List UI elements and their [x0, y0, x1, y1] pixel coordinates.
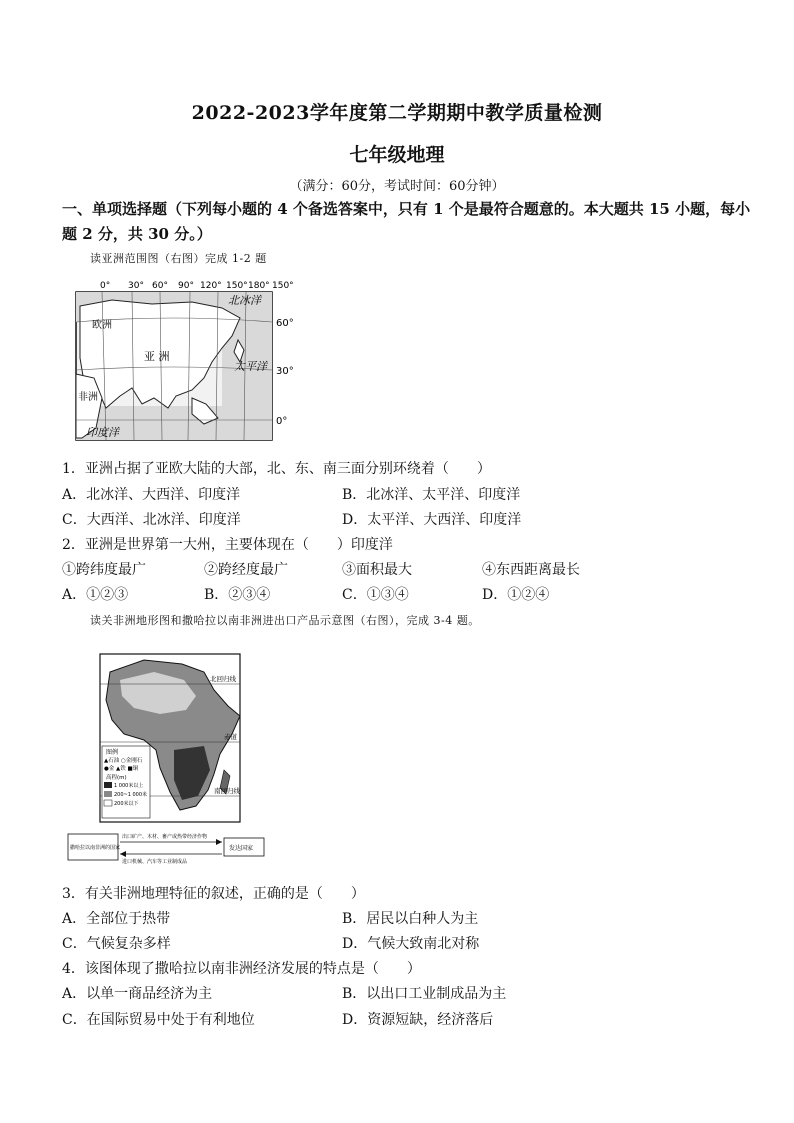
trade-box-developed: 发达国家 — [229, 845, 254, 852]
question-1-stem: 1．亚洲占据了亚欧大陆的大部，北、东、南三面分别环绕着（ ） — [62, 461, 491, 477]
arctic-ocean-label: 北冰洋 — [228, 294, 261, 307]
lon-label: 150° — [226, 281, 248, 291]
trade-box-africa: 撒哈拉以南非洲的国家 — [70, 845, 121, 851]
legend-elevation-title: 高程(m) — [106, 775, 127, 781]
legend-elev-3: 200米以下 — [114, 801, 139, 807]
africa-map — [64, 650, 270, 868]
asia-label: 亚 洲 — [144, 350, 170, 363]
q2-option-a[interactable]: A．①②③ — [62, 587, 129, 603]
lon-label: 0° — [100, 281, 111, 291]
lat-label: 0° — [276, 416, 288, 427]
q1-option-d[interactable]: D．太平洋、大西洋、印度洋 — [342, 512, 522, 528]
trade-export-label: 出口矿产、木材、畜产或热带经济作物 — [122, 834, 208, 840]
q2-item-4: ④东西距离最长 — [482, 562, 580, 578]
lon-label: 60° — [152, 281, 168, 291]
q2-option-d[interactable]: D．①②④ — [482, 587, 550, 603]
legend-minerals-2: ●金 ▲铁 ■铜 — [104, 766, 139, 772]
q3-option-a[interactable]: A．全部位于热带 — [62, 911, 171, 927]
tropic-south-label: 南回归线 — [214, 787, 240, 795]
lon-label: 180° — [248, 281, 270, 291]
lat-label: 30° — [276, 366, 294, 377]
question-2-stem: 2．亚洲是世界第一大州，主要体现在（ ）印度洋 — [62, 537, 393, 553]
equator-label: 赤道 — [224, 733, 237, 741]
q4-option-c[interactable]: C．在国际贸易中处于有利地位 — [62, 1012, 255, 1028]
trade-import-label: 进口机械、汽车等工业制成品 — [122, 859, 188, 865]
q2-item-2: ②跨经度最广 — [204, 562, 288, 578]
q4-option-d[interactable]: D．资源短缺，经济落后 — [342, 1012, 494, 1028]
lon-label: 90° — [178, 281, 194, 291]
q4-option-b[interactable]: B．以出口工业制成品为主 — [342, 986, 507, 1002]
legend-elev-2: 200~1 000米 — [114, 792, 148, 798]
africa-label: 非洲 — [78, 392, 98, 403]
tropic-north-label: 北回归线 — [210, 675, 236, 683]
pacific-ocean-label: 太平洋 — [234, 360, 267, 373]
lat-label: 60° — [276, 318, 294, 329]
legend-minerals-1: ▲石油 ○金刚石 — [104, 758, 143, 764]
q4-option-a[interactable]: A．以单一商品经济为主 — [62, 986, 213, 1002]
q3-option-c[interactable]: C．气候复杂多样 — [62, 936, 171, 952]
lon-label: 30° — [128, 281, 144, 291]
group2-intro: 读关非洲地形图和撒哈拉以南非洲进出口产品示意图（右图），完成 3-4 题。 — [90, 614, 480, 627]
europe-label: 欧洲 — [92, 320, 112, 331]
legend-elev-1: 1 000米以上 — [114, 783, 144, 789]
q2-option-c[interactable]: C．①③④ — [342, 587, 409, 603]
q1-option-b[interactable]: B．北冰洋、太平洋、印度洋 — [342, 487, 521, 503]
q1-option-a[interactable]: A．北冰洋、大西洋、印度洋 — [62, 487, 241, 503]
q2-item-1: ①跨纬度最广 — [62, 562, 146, 578]
legend-title: 图例 — [106, 749, 119, 756]
group1-intro: 读亚洲范围图（右图）完成 1-2 题 — [90, 252, 267, 265]
exam-title: 2022-2023学年度第二学期期中教学质量检测 — [191, 102, 603, 124]
question-4-stem: 4．该图体现了撒哈拉以南非洲经济发展的特点是（ ） — [62, 961, 421, 977]
lon-label: 150° — [272, 281, 294, 291]
q3-option-d[interactable]: D．气候大致南北对称 — [342, 936, 480, 952]
exam-subtitle: 七年级地理 — [349, 144, 445, 166]
asia-map — [72, 278, 298, 444]
lon-label: 120° — [200, 281, 222, 291]
q3-option-b[interactable]: B．居民以白种人为主 — [342, 911, 479, 927]
question-3-stem: 3．有关非洲地理特征的叙述，正确的是（ ） — [62, 886, 365, 902]
exam-meta: （满分：60分，考试时间：60分钟） — [289, 179, 505, 194]
q1-option-c[interactable]: C．大西洋、北冰洋、印度洋 — [62, 512, 241, 528]
section-heading: 一、单项选择题（下列每小题的 4 个备选答案中，只有 1 个是最符合题意的。本大题共 15 小题，每小题 2 分，共 30 分。） — [62, 200, 751, 243]
q2-option-b[interactable]: B．②③④ — [204, 587, 271, 603]
q2-item-3: ③面积最大 — [342, 562, 412, 578]
indian-ocean-label: 印度洋 — [86, 426, 119, 439]
